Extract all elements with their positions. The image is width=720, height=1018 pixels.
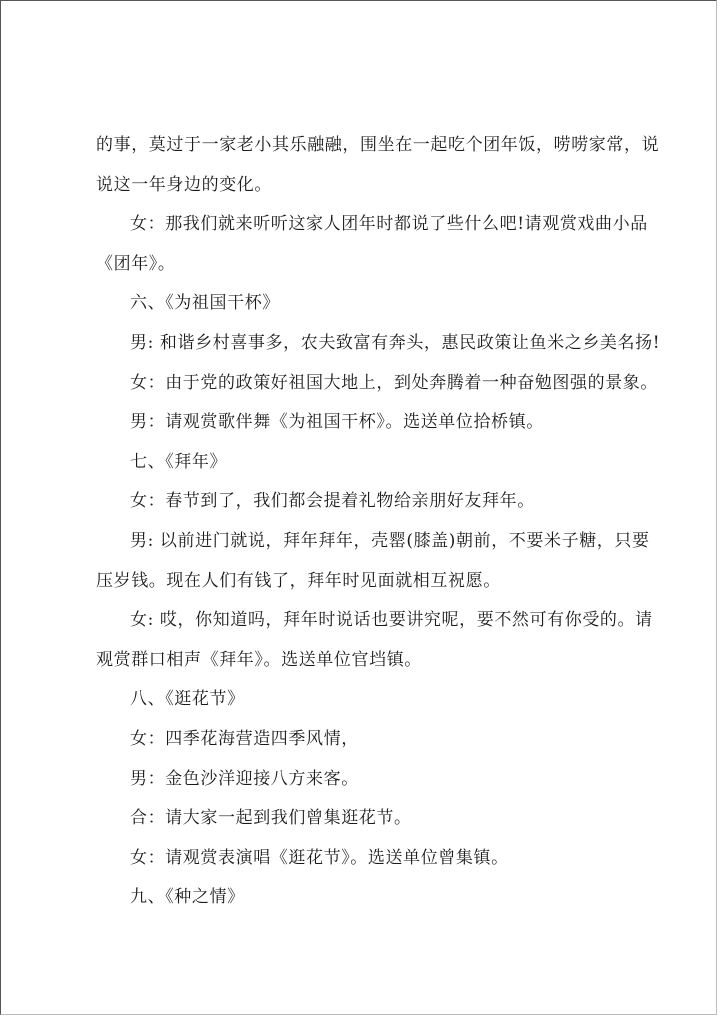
- section-heading-9: 九、《种之情》: [130, 887, 245, 908]
- text-line-4: 《团年》。: [96, 253, 176, 274]
- text-line-18: 合：请大家一起到我们曾集逛花节。: [130, 808, 412, 829]
- document-body: [96, 126, 661, 918]
- text-line-7: 女：由于党的政策好祖国大地上，到处奔腾着一种奋勉图强的景象。: [130, 372, 658, 393]
- section-heading-6: 六、《为祖国干杯》: [130, 293, 280, 314]
- text-line-1: 的事，莫过于一家老小其乐融融，围坐在一起吃个团年饭，唠唠家常，说: [96, 135, 660, 155]
- text-line-3: 女：那我们就来听听这家人团年时都说了些什么吧!请观赏戏曲小品: [130, 214, 648, 235]
- text-line-12: 压岁钱。现在人们有钱了，拜年时见面就相互祝愿。: [96, 570, 501, 591]
- section-heading-7: 七、《拜年》: [130, 451, 228, 472]
- text-line-19: 女：请观赏表演唱《逛花节》。选送单位曾集镇。: [130, 847, 509, 868]
- text-line-6: 男: 和谐乡村喜事多，农夫致富有奔头，惠民政策让鱼米之乡美名扬!: [130, 332, 661, 353]
- text-line-17: 男：金色沙洋迎接八方来客。: [130, 768, 359, 789]
- text-line-16: 女：四季花海营造四季风情，: [130, 728, 359, 749]
- text-line-13: 女: 哎，你知道吗，拜年时说话也要讲究呢，要不然可有你受的。请: [130, 610, 653, 631]
- text-line-14: 观赏群口相声《拜年》。选送单位官垱镇。: [96, 649, 422, 670]
- section-heading-8: 八、《逛花节》: [130, 689, 245, 710]
- text-line-8: 男：请观赏歌伴舞《为祖国干杯》。选送单位拾桥镇。: [130, 412, 544, 433]
- text-line-11: 男: 以前进门就说，拜年拜年，壳罂(膝盖)朝前，不要米子糖，只要: [130, 530, 650, 551]
- text-line-2: 说这一年身边的变化。: [96, 174, 272, 195]
- text-line-10: 女：春节到了，我们都会提着礼物给亲朋好友拜年。: [130, 491, 535, 512]
